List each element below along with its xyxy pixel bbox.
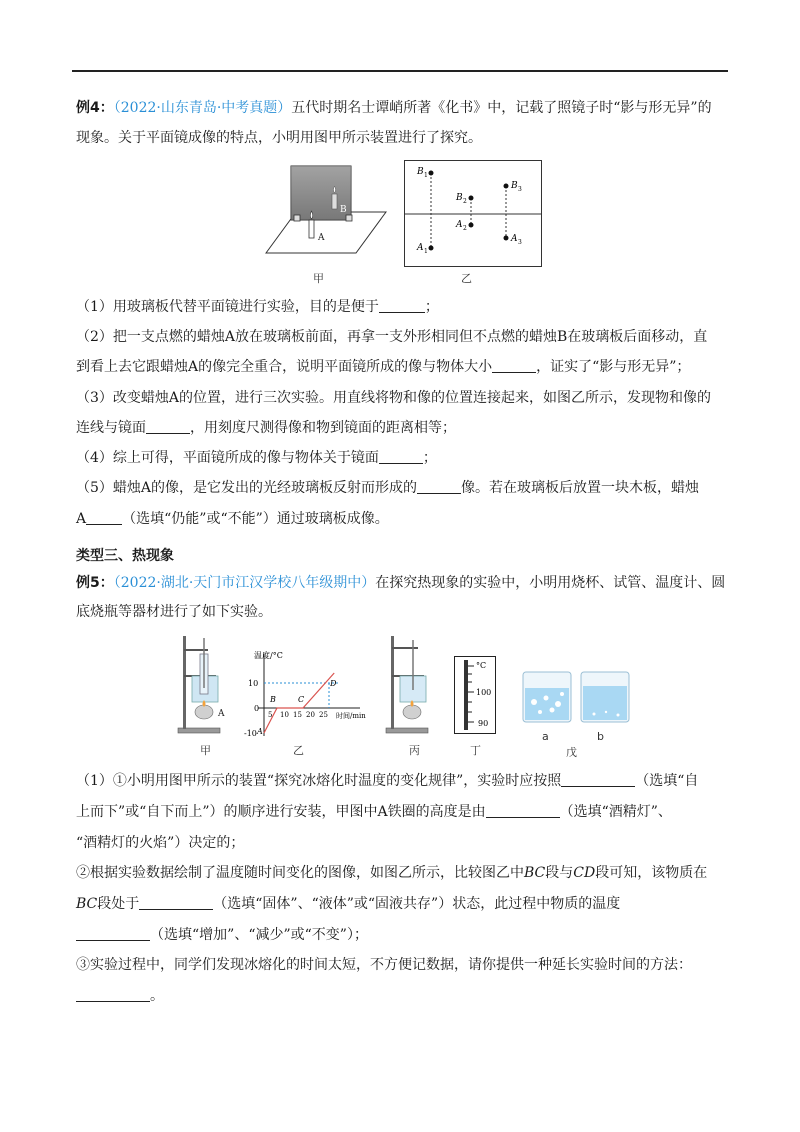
ex5-q2-a: ②根据实验数据绘制了温度随时间变化的图像，如图乙所示，比较图乙中BC段与CD段可知，该物质在	[76, 865, 708, 881]
answer-blank[interactable]	[139, 895, 213, 910]
thermo-unit: °C	[476, 661, 487, 670]
ex5-q1-a: （1）①小明用图甲所示的装置“探究冰熔化时温度的变化规律”，实验时应按照 （选填“自	[76, 773, 699, 789]
point-b: B	[270, 695, 276, 704]
answer-blank[interactable]	[379, 449, 423, 464]
ytick-neg10: -10	[244, 729, 257, 738]
section-title: 类型三、热现象	[76, 548, 174, 564]
ex4-label: 例4：	[76, 100, 114, 116]
ytick-0: 0	[254, 704, 260, 713]
ex5-caption-b: 乙	[293, 744, 304, 757]
xtick-10: 10	[280, 711, 289, 719]
ex5-figure-a	[176, 632, 232, 736]
thermo-90: 90	[478, 719, 489, 728]
header-rule	[72, 70, 728, 72]
xtick-15: 15	[293, 711, 302, 719]
sub-a3: 3	[518, 239, 522, 246]
ex4-q5-b: A （选填“仍能”或“不能”）通过玻璃板成像。	[76, 511, 389, 527]
candle-a	[309, 220, 314, 238]
answer-blank[interactable]	[76, 987, 150, 1002]
label-b3: B	[511, 181, 518, 191]
ex4-q2-b: 到看上去它跟蜡烛A的像完全重合，说明平面镜所成的像与物体大小 ，证实了“影与形无异”；	[76, 359, 691, 375]
beaker-label-b: b	[597, 730, 604, 743]
ex5-q3-b: 。	[76, 987, 732, 1005]
ex5-caption-a: 甲	[200, 744, 211, 757]
ex5-figure-c	[384, 632, 440, 736]
ex4-q4: （4）综上可得，平面镜所成的像与物体关于镜面 ；	[76, 450, 437, 466]
point-c: C	[298, 695, 305, 704]
point-d: D	[330, 679, 337, 688]
label-b2: B	[456, 193, 463, 203]
label-b: B	[340, 205, 347, 215]
answer-blank[interactable]	[492, 358, 536, 373]
ex5-source[interactable]: （2022·湖北·天门市江汉学校八年级期中）	[113, 575, 376, 591]
beaker-label-a: a	[542, 730, 549, 743]
ytick-10: 10	[248, 679, 259, 688]
ex4-source[interactable]: （2022·山东青岛·中考真题）	[113, 100, 292, 116]
answer-blank[interactable]	[146, 419, 190, 434]
ex4-q3-b: 连线与镜面 ，用刻度尺测得像和物到镜面的距离相等；	[76, 420, 456, 436]
thermo-100: 100	[476, 688, 492, 697]
answer-blank[interactable]	[561, 772, 635, 787]
ex5-beakers	[520, 668, 640, 728]
ex5-line2: 底烧瓶等器材进行了如下实验。	[76, 604, 272, 620]
alcohol-lamp	[195, 705, 213, 719]
ex4-line1	[76, 99, 732, 117]
xtick-20: 20	[306, 711, 315, 719]
label-b1: B	[417, 167, 424, 177]
sub-b3: 3	[518, 186, 522, 193]
ex5-thermometer-reading	[454, 656, 496, 734]
ex4-q2-a: （2）把一支点燃的蜡烛A放在玻璃板前面，再拿一支外形相同但不点燃的蜡烛B在玻璃板后面移动，直	[76, 329, 708, 345]
ex5-q1-b: 上而下”或“自下而上”）的顺序进行安装，甲图中A铁圈的高度是由 （选填“酒精灯”、	[76, 804, 672, 820]
label-a: A	[318, 233, 325, 243]
ex5-q3-a: ③实验过程中，同学们发现冰熔化的时间太短，不方便记数据，请你提供一种延长实验时间的方法：	[76, 957, 692, 973]
ex5-line1: 例5：（2022·湖北·天门市江汉学校八年级期中）在探究热现象的实验中，小明用烧杯、试管、温度计、圆	[76, 575, 726, 591]
ex4-text1: 五代时期名士谭峭所著《化书》中，记载了照镜子时“影与形无异”的	[291, 100, 712, 116]
ex5-caption-c: 丙	[409, 744, 420, 757]
point-a: A	[257, 727, 263, 736]
label-a3: A	[511, 234, 518, 244]
xtick-5: 5	[268, 711, 273, 719]
ex4-q3-a: （3）改变蜡烛A的位置，进行三次实验。用直线将物和像的位置连接起来，如图乙所示，发现物和像的	[76, 390, 712, 406]
label-a2: A	[456, 220, 463, 230]
sub-b2: 2	[463, 198, 467, 205]
ex5-label: 例5：	[76, 575, 114, 591]
ex4-caption-a: 甲	[313, 272, 324, 285]
ex5-q2-c: （选填“增加”、“减少”或“不变”）；	[76, 926, 732, 944]
candle-b	[332, 194, 337, 209]
ex4-figure-a	[258, 160, 388, 260]
ex4-q1: （1）用玻璃板代替平面镜进行实验，目的是便于 ；	[76, 299, 439, 315]
answer-blank[interactable]	[379, 298, 425, 313]
ex5-temperature-graph	[240, 650, 380, 742]
ex5-caption-e: 戊	[566, 746, 577, 759]
ex4-caption-b: 乙	[461, 272, 472, 285]
sub-b1: 1	[424, 172, 428, 179]
ex4-q5-a: （5）蜡烛A的像，是它发出的光经玻璃板反射而形成的 像。若在玻璃板后放置一块木板，蜡烛	[76, 480, 700, 496]
answer-blank[interactable]	[76, 926, 150, 941]
label-a1: A	[417, 243, 424, 253]
ex5-q1-c: “酒精灯的火焰”）决定的；	[76, 835, 245, 851]
xtick-25: 25	[319, 711, 328, 719]
answer-blank[interactable]	[86, 510, 122, 525]
answer-blank[interactable]	[417, 479, 461, 494]
ex5-caption-d: 丁	[470, 744, 481, 757]
graph-ylabel: 温度/°C	[254, 651, 283, 660]
answer-blank[interactable]	[486, 803, 560, 818]
ex5-q2-b: BC段处于 （选填“固体”、“液体”或“固液共存”）状态，此过程中物质的温度	[76, 896, 621, 912]
iron-ring-label: A	[218, 709, 225, 719]
graph-xlabel: 时间/min	[336, 712, 366, 720]
ex4-figure-b	[404, 160, 542, 267]
sub-a2: 2	[463, 225, 467, 232]
sub-a1: 1	[424, 248, 428, 255]
ex4-line2: 现象。关于平面镜成像的特点，小明用图甲所示装置进行了探究。	[76, 130, 482, 146]
